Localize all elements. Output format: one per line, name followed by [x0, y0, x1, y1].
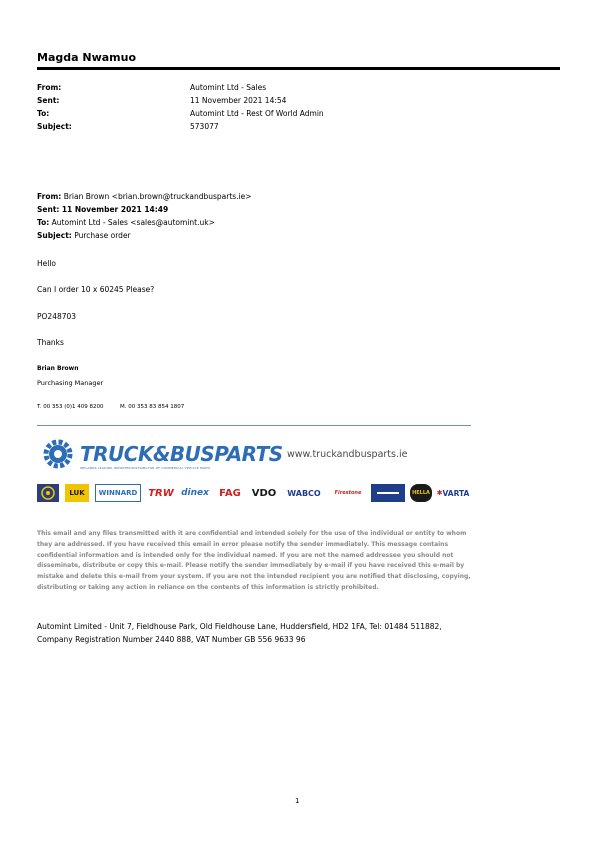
signature-title: Purchasing Manager — [37, 379, 104, 387]
gear-icon — [40, 436, 76, 472]
company-footer-address: Automint Limited - Unit 7, Fieldhouse Park, Old Fieldhouse Lane, Huddersfield, HD2 1FA, Tel: 01484 511882, — [37, 622, 442, 631]
varta-text: VARTA — [442, 488, 470, 498]
fwd-to-line — [37, 218, 215, 227]
page-number: 1 — [295, 797, 300, 805]
logo-wordmark: TRUCK&BUSPARTS — [80, 442, 283, 466]
fwd-subject-label: Subject: — [37, 231, 72, 240]
brand-vdo: VDO — [251, 487, 277, 499]
header-subject-label: Subject: — [37, 122, 72, 131]
fwd-sent-label: Sent: — [37, 205, 60, 214]
brand-trw: TRW — [148, 487, 174, 499]
brand-varta — [435, 484, 471, 502]
header-divider — [37, 67, 560, 70]
truckandbusparts-logo — [40, 436, 283, 470]
brand-fag: FAG — [219, 487, 241, 499]
fwd-to-value[interactable]: Automint Ltd - Sales <sales@automint.uk> — [51, 218, 215, 227]
fwd-from-label: From: — [37, 192, 62, 201]
brand-wabco: WABCO — [287, 488, 321, 498]
fwd-sent-value: 11 November 2021 14:49 — [61, 205, 169, 214]
header-from-value: Automint Ltd - Sales — [190, 83, 267, 92]
company-banner — [37, 432, 471, 512]
header-to-label: To: — [37, 109, 50, 118]
fwd-subject-line — [37, 231, 131, 240]
header-subject-value: 573077 — [190, 122, 219, 131]
signature-divider — [37, 425, 471, 426]
body-po-number: PO248703 — [37, 312, 77, 321]
brand-logo-strip — [37, 484, 471, 506]
brand-badge-icon — [37, 484, 59, 502]
body-thanks: Thanks — [37, 338, 64, 347]
fwd-to-label: To: — [37, 218, 50, 227]
signature-mobile: M. 00 353 83 854 1807 — [120, 404, 185, 410]
body-greeting: Hello — [37, 259, 57, 268]
header-sent-value: 11 November 2021 14:54 — [190, 96, 287, 105]
body-order-line: Can I order 10 x 60245 Please? — [37, 285, 155, 294]
header-from-label: From: — [37, 83, 62, 92]
email-disclaimer: This email and any files transmitted with it are confidential and intended solely for the use of the individual or entity to whom they are addressed. If you have received this email in error please notify the sender immediately. This message contains confidential information and is intended only for the individual named. If you are not the named addressee you should not disseminate, distribute or copy this e-mail. Please notify the sender immediately by e-mail if you have received this e-mail by mistake and delete this e-mail from your system. If you are not the intended recipient you are notified that disclosing, copying, distributing or taking any action in reliance on the contents of this information is strictly prohibited. — [37, 530, 471, 591]
signature-phone: T. 00 353 (0)1 409 8200 — [37, 404, 104, 410]
header-sent-label: Sent: — [37, 96, 60, 105]
company-footer-registration: Company Registration Number 2440 888, VAT Number GB 556 9633 96 — [37, 635, 306, 644]
company-website-link[interactable]: www.truckandbusparts.ie — [287, 449, 408, 460]
header-to-value: Automint Ltd - Rest Of World Admin — [190, 109, 324, 118]
brand-flag-icon — [371, 484, 405, 502]
fwd-subject-value: Purchase order — [74, 231, 131, 240]
email-owner-name: Magda Nwamuo — [37, 51, 137, 64]
brand-firestone: Firestone — [334, 490, 362, 496]
varta-star-icon: ✱ — [436, 489, 443, 497]
signature-name: Brian Brown — [37, 365, 79, 372]
brand-winnard: WINNARD — [95, 484, 141, 502]
logo-tagline: IRELANDS LEADING IMPORTER/DISTRIBUTOR OF COMMERCIAL VEHICLE PARTS — [80, 466, 211, 470]
brand-luk: LUK — [65, 484, 89, 502]
fwd-from-line — [37, 192, 252, 201]
brand-dinex: dinex — [181, 488, 209, 498]
brand-hella: HELLA — [410, 484, 432, 502]
fwd-from-value[interactable]: Brian Brown <brian.brown@truckandbusparts.ie> — [63, 192, 252, 201]
fwd-sent-line — [37, 205, 168, 214]
